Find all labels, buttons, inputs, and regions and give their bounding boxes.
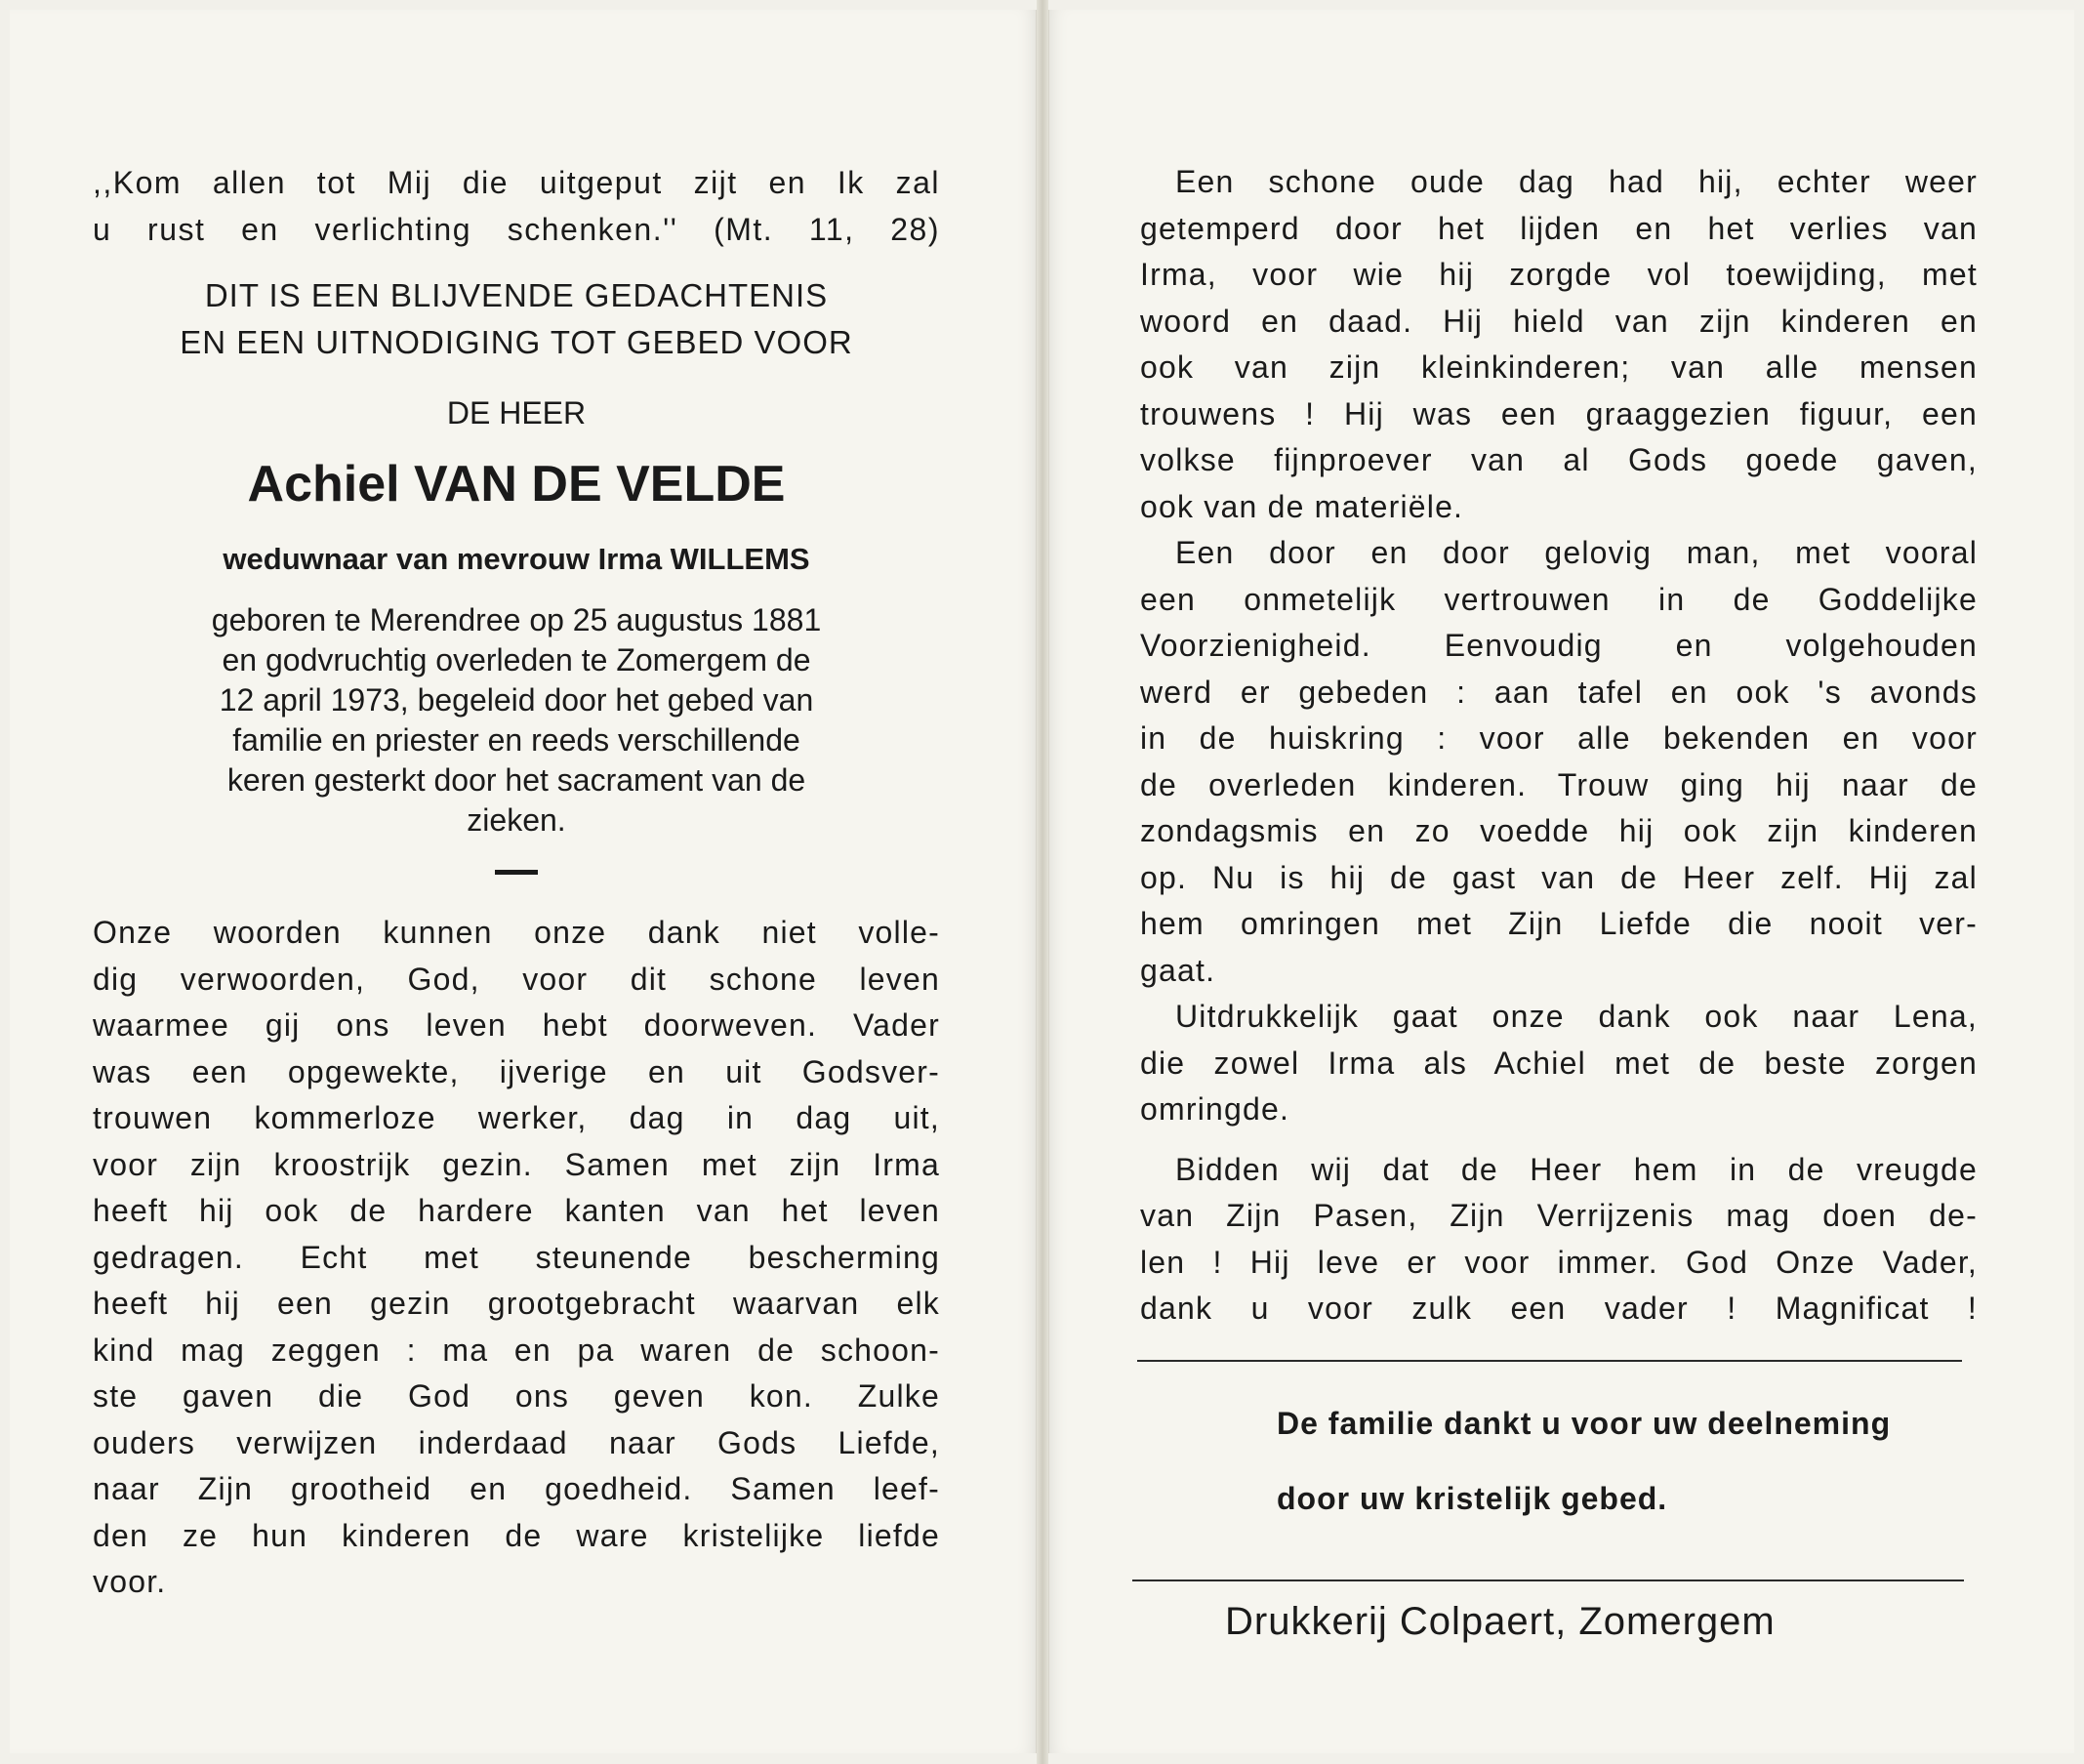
prayer-paragraph bbox=[1140, 1147, 1978, 1333]
text-line: Bidden wij dat de Heer hem in de vreugde bbox=[1175, 1151, 1978, 1187]
bible-quote bbox=[93, 159, 940, 253]
divider-rule bbox=[1132, 1579, 1964, 1581]
birth-death-details bbox=[155, 600, 878, 841]
deceased-name: Achiel VAN DE VELDE bbox=[247, 456, 786, 513]
text-line: volkse fijnproever van al Gods goede gaven, bbox=[1140, 442, 1978, 477]
text-line: Een door en door gelovig man, met vooral bbox=[1175, 535, 1978, 570]
heading-line: EN EEN UITNODIGING TOT GEBED VOOR bbox=[180, 324, 853, 360]
text-line: Uitdrukkelijk gaat onze dank ook naar Lena, bbox=[1175, 999, 1978, 1034]
faith-paragraph bbox=[1140, 530, 1978, 994]
left-page-content bbox=[93, 159, 940, 1606]
text-line: getemperd door het lijden en het verlies van bbox=[1140, 210, 1978, 246]
text-line: dank u voor zulk een vader ! Magnificat ! bbox=[1140, 1291, 1978, 1326]
details-line: keren gesterkt door het sacrament van de bbox=[226, 762, 806, 798]
separator-dash bbox=[495, 870, 538, 875]
details-line: familie en priester en reeds verschillende bbox=[232, 722, 800, 758]
tribute-line: ste gaven die God ons geven kon. Zulke bbox=[93, 1378, 940, 1414]
text-line: gaat. bbox=[1140, 952, 1216, 988]
tribute-line: ouders verwijzen inderdaad naar Gods Liefde, bbox=[93, 1424, 940, 1460]
text-line: Irma, voor wie hij zorgde vol toewijding, met bbox=[1140, 257, 1978, 292]
text-line: die zowel Irma als Achiel met de beste zorgen bbox=[1140, 1045, 1978, 1081]
family-thanks-line: door uw kristelijk gebed. bbox=[1277, 1481, 1668, 1516]
gratitude-paragraph bbox=[1140, 994, 1978, 1133]
tribute-line: gedragen. Echt met steunende bescherming bbox=[93, 1239, 940, 1275]
divider-rule bbox=[1137, 1360, 1962, 1362]
family-thanks-line: De familie dankt u voor uw deelneming bbox=[1277, 1406, 1892, 1441]
right-page-content bbox=[1140, 159, 1978, 1333]
text-line: werd er gebeden : aan tafel en ook 's avonds bbox=[1140, 674, 1978, 710]
tribute-line: voor. bbox=[93, 1564, 167, 1599]
tribute-line: den ze hun kinderen de ware kristelijke liefde bbox=[93, 1517, 940, 1553]
text-line: ook van zijn kleinkinderen; van alle mensen bbox=[1140, 349, 1978, 385]
details-line: en godvruchtig overleden te Zomergem de bbox=[222, 642, 811, 677]
card-fold bbox=[1037, 0, 1048, 1764]
text-line: een onmetelijk vertrouwen in de Goddelijke bbox=[1140, 581, 1978, 617]
quote-line: ,,Kom allen tot Mij die uitgeput zijt en Ik zal bbox=[93, 165, 940, 200]
text-line: trouwens ! Hij was een graaggezien figuur, een bbox=[1140, 395, 1978, 431]
details-line: zieken. bbox=[467, 802, 566, 838]
text-line: in de huiskring : voor alle bekenden en voor bbox=[1140, 720, 1978, 756]
text-line: ook van de materiële. bbox=[1140, 488, 1464, 524]
tribute-line: dig verwoorden, God, voor dit schone leven bbox=[93, 961, 940, 997]
tribute-line: kind mag zeggen : ma en pa waren de schoon- bbox=[93, 1332, 940, 1368]
tribute-line: Onze woorden kunnen onze dank niet volle- bbox=[93, 915, 940, 950]
tribute-line: heeft hij een gezin grootgebracht waarvan elk bbox=[93, 1286, 940, 1321]
details-line: 12 april 1973, begeleid door het gebed van bbox=[219, 682, 814, 718]
text-line: woord en daad. Hij hield van zijn kinderen en bbox=[1140, 303, 1978, 339]
memorial-heading bbox=[93, 272, 940, 366]
text-line: zondagsmis en zo voedde hij ook zijn kinderen bbox=[1140, 813, 1978, 848]
tribute-line: trouwen kommerloze werker, dag in dag uit, bbox=[93, 1100, 940, 1135]
text-line: de overleden kinderen. Trouw ging hij naar de bbox=[1140, 766, 1978, 802]
text-line: Voorzienigheid. Eenvoudig en volgehouden bbox=[1140, 628, 1978, 663]
text-line: omringde. bbox=[1140, 1091, 1290, 1127]
life-paragraph bbox=[1140, 159, 1978, 530]
text-line: van Zijn Pasen, Zijn Verrijzenis mag doen de- bbox=[1140, 1198, 1978, 1233]
heading-line: DIT IS EEN BLIJVENDE GEDACHTENIS bbox=[204, 277, 829, 313]
widower-line: weduwnaar van mevrouw Irma WILLEMS bbox=[223, 542, 810, 576]
tribute-line: voor zijn kroostrijk gezin. Samen met zijn Irma bbox=[93, 1146, 940, 1182]
text-line: len ! Hij leve er voor immer. God Onze Vader, bbox=[1140, 1244, 1978, 1280]
quote-line: u rust en verlichting schenken.'' (Mt. 11, 28) bbox=[93, 212, 940, 247]
text-line: hem omringen met Zijn Liefde die nooit ver- bbox=[1140, 906, 1978, 941]
text-line: op. Nu is hij de gast van de Heer zelf. Hij zal bbox=[1140, 859, 1978, 895]
tribute-line: waarmee gij ons leven hebt doorweven. Vader bbox=[93, 1007, 940, 1043]
tribute-line: naar Zijn grootheid en goedheid. Samen leef- bbox=[93, 1471, 940, 1506]
honorific: DE HEER bbox=[446, 395, 587, 431]
tribute-line: heeft hij ook de hardere kanten van het leven bbox=[93, 1193, 940, 1228]
text-line: Een schone oude dag had hij, echter weer bbox=[1175, 164, 1978, 199]
printer-credit: Drukkerij Colpaert, Zomergem bbox=[1225, 1600, 1776, 1643]
details-line: geboren te Merendree op 25 augustus 1881 bbox=[211, 602, 822, 637]
tribute-paragraph bbox=[93, 910, 940, 1606]
tribute-line: was een opgewekte, ijverige en uit Godsver- bbox=[93, 1053, 940, 1089]
